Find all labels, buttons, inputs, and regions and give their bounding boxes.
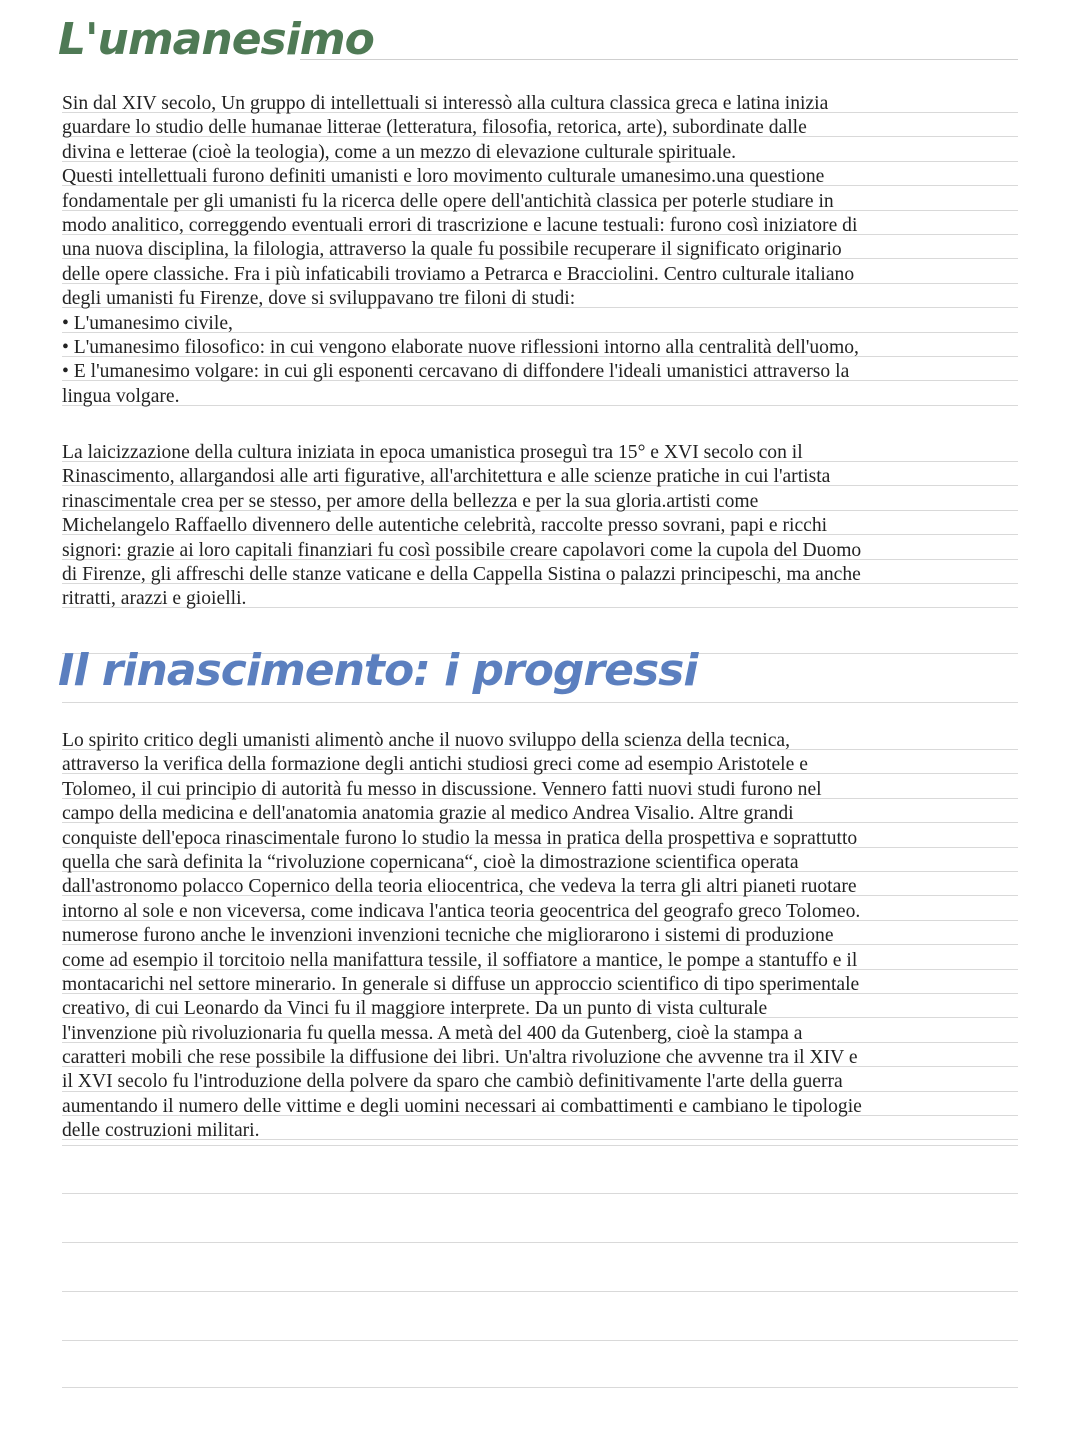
text-line: una nuova disciplina, la filologia, attraverso la quale fu possibile recuperare il significato originario <box>62 239 842 261</box>
section-title-umanesimo: L'umanesimo <box>58 14 374 65</box>
text-line: rinascimentale crea per se stesso, per amore della bellezza e per la sua gloria.artisti come <box>62 490 759 512</box>
text-line: divina e letterae (cioè la teologia), come a un mezzo di elevazione culturale spirituale. <box>62 141 737 163</box>
text-line: attraverso la verifica della formazione degli antichi studiosi greci come ad esempio Aristotele e <box>62 754 808 776</box>
text-line: degli umanisti fu Firenze, dove si sviluppavano tre filoni di studi: <box>62 288 576 310</box>
paragraph-umanesimo <box>62 92 1022 409</box>
text-line: il XVI secolo fu l'introduzione della polvere da sparo che cambiò definitivamente l'arte della guerra <box>62 1071 843 1093</box>
rule-line <box>62 1291 1018 1292</box>
text-line: quella che sarà definita la “rivoluzione copernicana“, cioè la dimostrazione scientifica operata <box>62 851 799 873</box>
section-title-rinascimento: Il rinascimento: i progressi <box>58 645 698 696</box>
rule-line <box>62 1193 1018 1194</box>
text-line: creativo, di cui Leonardo da Vinci fu il maggiore interprete. Da un punto di vista culturale <box>62 998 768 1020</box>
text-line: lingua volgare. <box>62 385 180 407</box>
text-line: modo analitico, correggendo eventuali errori di trascrizione e lacune testuali: furono così iniziatore di <box>62 214 858 236</box>
text-line: guardare lo studio delle humanae litterae (letteratura, filosofia, retorica, arte), subordinate dalle <box>62 117 807 139</box>
title-rule <box>300 59 1018 60</box>
rule-line <box>62 1340 1018 1341</box>
text-line: • L'umanesimo filosofico: in cui vengono elaborate nuove riflessioni intorno alla centralità dell'uomo, <box>62 336 859 358</box>
text-line: delle opere classiche. Fra i più infaticabili troviamo a Petrarca e Bracciolini. Centro culturale italiano <box>62 263 855 285</box>
text-line: delle costruzioni militari. <box>62 1120 260 1142</box>
text-line: campo della medicina e dell'anatomia anatomia grazie al medico Andrea Visalio. Altre grandi <box>62 803 794 825</box>
text-line: Lo spirito critico degli umanisti alimentò anche il nuovo sviluppo della scienza della tecnica, <box>62 730 791 751</box>
paragraph-laicizzazione <box>62 441 1022 612</box>
rule-line <box>62 702 1018 703</box>
text-line: Rinascimento, allargandosi alle arti figurative, all'architettura e alle scienze pratiche in cui l'artista <box>62 466 831 488</box>
text-line: come ad esempio il torcitoio nella manifattura tessile, il soffiatore a mantice, le pompe a stantuffo e il <box>62 949 858 971</box>
text-line: dall'astronomo polacco Copernico della teoria eliocentrica, che vedeva la terra gli altri pianeti ruotare <box>62 876 857 898</box>
text-line: fondamentale per gli umanisti fu la ricerca delle opere dell'antichità classica per poterle studiare in <box>62 190 834 212</box>
text-line: caratteri mobili che rese possibile la diffusione dei libri. Un'altra rivoluzione che avvenne tra il XIV e <box>62 1047 858 1069</box>
text-line: • L'umanesimo civile, <box>62 312 233 334</box>
text-line: signori: grazie ai loro capitali finanziari fu così possibile creare capolavori come la cupola del Duomo <box>62 539 862 561</box>
text-line: Tolomeo, il cui principio di autorità fu messo in discussione. Vennero fatti nuovi studi furono nel <box>62 778 822 800</box>
text-line: l'invenzione più rivoluzionaria fu quella messa. A metà del 400 da Gutenberg, cioè la stampa a <box>62 1022 803 1044</box>
text-line: Sin dal XIV secolo, Un gruppo di intellettuali si interessò alla cultura classica greca e latina inizia <box>62 93 829 114</box>
text-line: di Firenze, gli affreschi delle stanze vaticane e della Cappella Sistina o palazzi principeschi, ma anche <box>62 563 861 585</box>
text-line: intorno al sole e non viceversa, come indicava l'antica teoria geocentrica del geografo greco Tolomeo. <box>62 900 861 922</box>
text-line: Questi intellettuali furono definiti umanisti e loro movimento culturale umanesimo.una questione <box>62 166 825 188</box>
text-line: aumentando il numero delle vittime e degli uomini necessari ai combattimenti e cambiano le tipologie <box>62 1095 862 1117</box>
text-line: Michelangelo Raffaello divennero delle autentiche celebrità, raccolte presso sovrani, papi e ricchi <box>62 515 828 537</box>
rule-line <box>62 1387 1018 1388</box>
text-line: conquiste dell'epoca rinascimentale furono lo studio la messa in pratica della prospettiva e soprattutto <box>62 827 858 849</box>
rule-line <box>62 1145 1018 1146</box>
paragraph-progressi <box>62 729 1022 1144</box>
text-line: La laicizzazione della cultura iniziata in epoca umanistica proseguì tra 15° e XVI secolo con il <box>62 442 803 463</box>
text-line: numerose furono anche le invenzioni invenzioni tecniche che migliorarono i sistemi di produzione <box>62 925 834 947</box>
text-line: • E l'umanesimo volgare: in cui gli esponenti cercavano di diffondere l'ideali umanistici attraverso la <box>62 361 850 383</box>
text-line: ritratti, arazzi e gioielli. <box>62 588 247 610</box>
rule-line <box>62 1242 1018 1243</box>
text-line: montacarichi nel settore minerario. In generale si diffuse un approccio scientifico di tipo sperimentale <box>62 973 860 995</box>
